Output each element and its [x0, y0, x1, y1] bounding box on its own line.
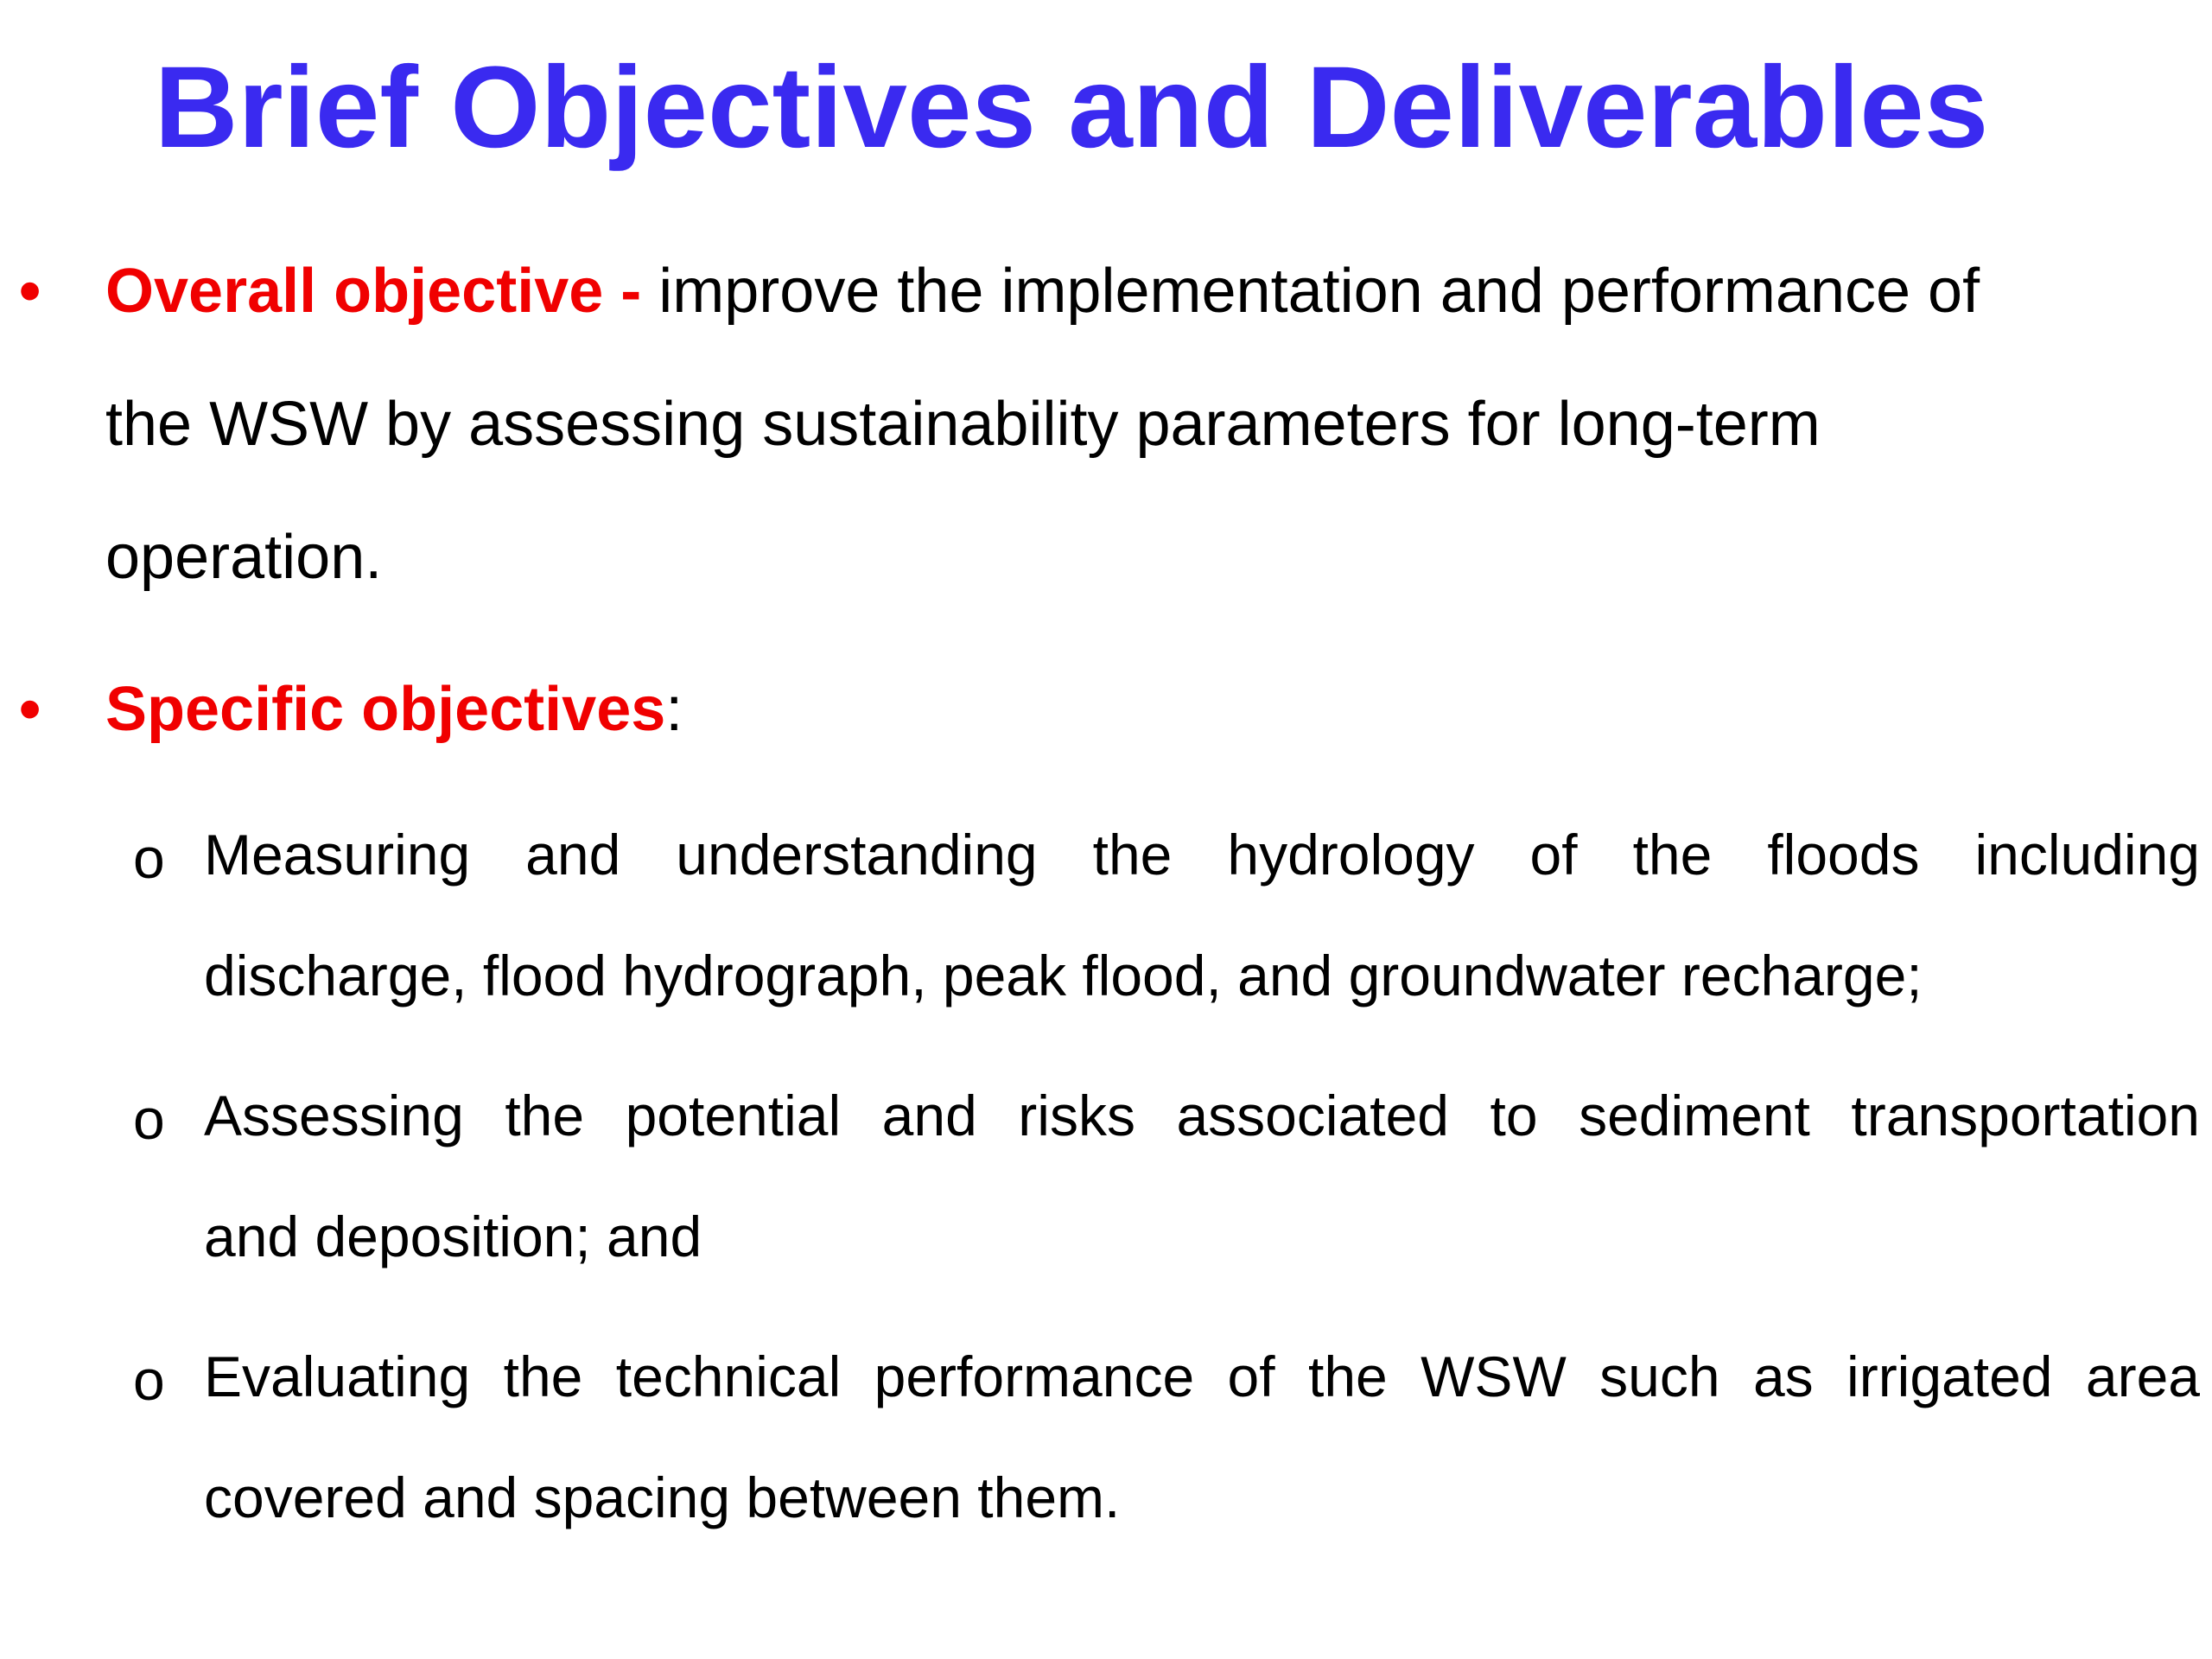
bullet-line-1: [105, 252, 1980, 330]
overall-objective-text-line-1: improve the implementation and performance of: [658, 257, 1980, 326]
sub-item-marker: o: [133, 826, 165, 890]
sub-item-1-line-2: discharge, flood hydrograph, peak flood, and groundwater recharge;: [204, 944, 1923, 1007]
specific-objectives-suffix: :: [665, 675, 683, 744]
sub-item-3-line-2: covered and spacing between them.: [204, 1465, 1121, 1529]
bullet-dot: •: [19, 675, 41, 744]
sub-item-2-line-1: Assessing the potential and risks associated to sediment transportation: [204, 1084, 2200, 1147]
specific-objectives-heading: [105, 671, 683, 748]
slide-title: Brief Objectives and Deliverables: [154, 43, 1989, 172]
bullet-dot: •: [19, 257, 41, 326]
overall-objective-text-line-2: the WSW by assessing sustainability parameters for long-term: [105, 390, 1821, 459]
specific-objectives-lead: Specific objectives: [105, 675, 666, 744]
sub-item-1-line-1: Measuring and understanding the hydrology of the floods including: [204, 823, 2200, 887]
sub-item-2-line-2: and deposition; and: [204, 1205, 702, 1268]
overall-objective-text-line-3: operation.: [105, 523, 383, 592]
sub-item-3-line-1: Evaluating the technical performance of the WSW such as irrigated area: [204, 1344, 2200, 1408]
overall-objective-lead: Overall objective -: [105, 257, 642, 326]
sub-item-marker: o: [133, 1348, 165, 1412]
sub-item-marker: o: [133, 1087, 165, 1151]
